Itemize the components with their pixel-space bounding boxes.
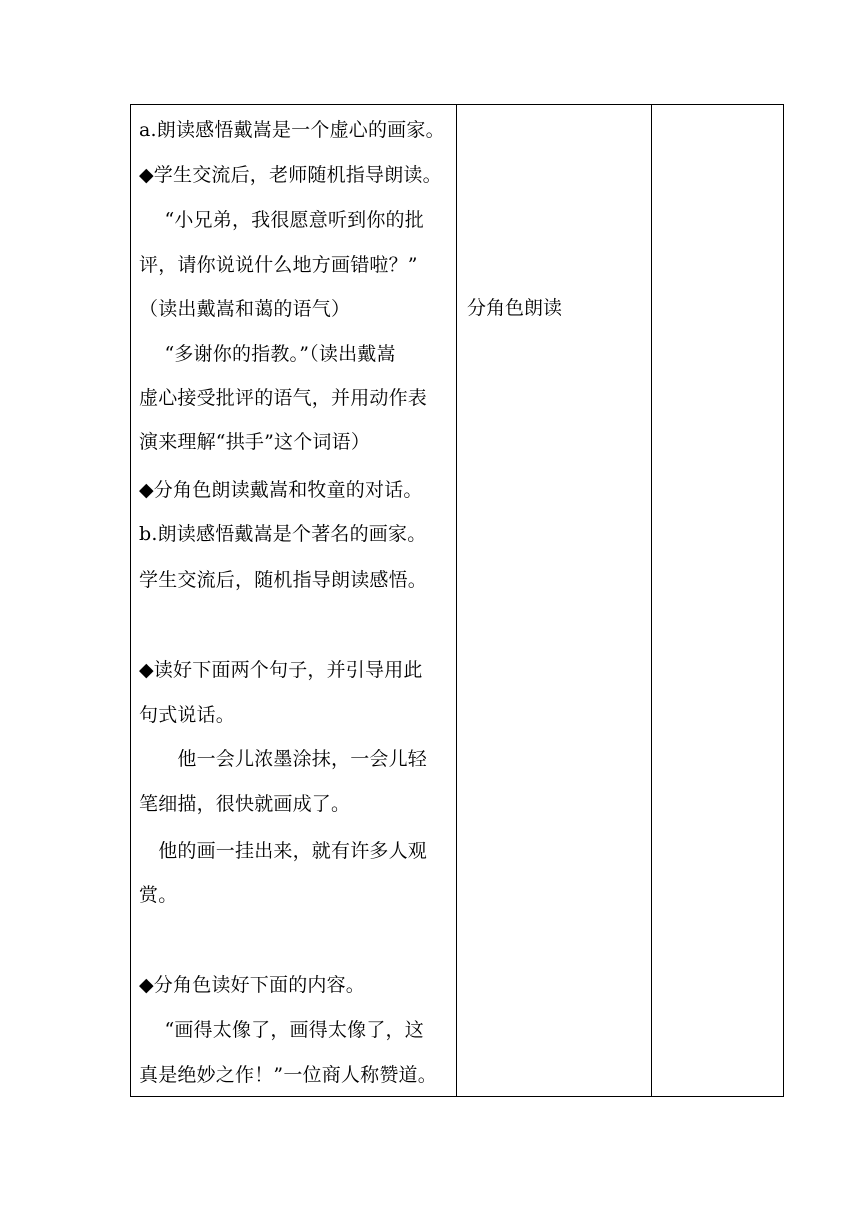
process-line: “多谢你的指教。”（读出戴嵩 — [139, 343, 396, 365]
student-activity-cell — [457, 105, 652, 1097]
process-line: 真是绝妙之作！”一位商人称赞道。 — [139, 1064, 437, 1086]
process-line: 演来理解“拱手”这个词语） — [139, 431, 371, 453]
process-line: ◆分角色朗读戴嵩和牧童的对话。 — [139, 479, 423, 501]
process-line: ◆学生交流后，老师随机指导朗读。 — [139, 164, 442, 186]
process-line: 笔细描，很快就画成了。 — [139, 793, 351, 815]
process-line: 句式说话。 — [139, 704, 236, 726]
process-line: 他的画一挂出来，就有许多人观 — [139, 840, 428, 862]
process-line: ◆分角色读好下面的内容。 — [139, 974, 366, 996]
process-line: 学生交流后，随机指导朗读感悟。 — [139, 569, 428, 591]
process-line: 他一会儿浓墨涂抹，一会儿轻 — [139, 748, 428, 770]
teaching-process-cell — [131, 105, 457, 1097]
process-line: “画得太像了，画得太像了，这 — [139, 1019, 424, 1041]
process-line: （读出戴嵩和蔼的语气） — [139, 298, 351, 320]
process-line: 评，请你说说什么地方画错啦？” — [139, 254, 418, 276]
process-line: 虚心接受批评的语气，并用动作表 — [139, 387, 428, 409]
lesson-plan-table — [130, 104, 784, 1097]
table-row — [131, 105, 784, 1097]
process-line: ◆读好下面两个句子，并引导用此 — [139, 659, 423, 681]
process-line: a.朗读感悟戴嵩是一个虚心的画家。 — [139, 119, 445, 141]
process-line: 赏。 — [139, 884, 178, 906]
student-activity-text: 分角色朗读 — [467, 297, 563, 319]
notes-cell — [652, 105, 784, 1097]
process-line: “小兄弟，我很愿意听到你的批 — [139, 209, 424, 231]
process-line: b.朗读感悟戴嵩是个著名的画家。 — [139, 523, 427, 545]
